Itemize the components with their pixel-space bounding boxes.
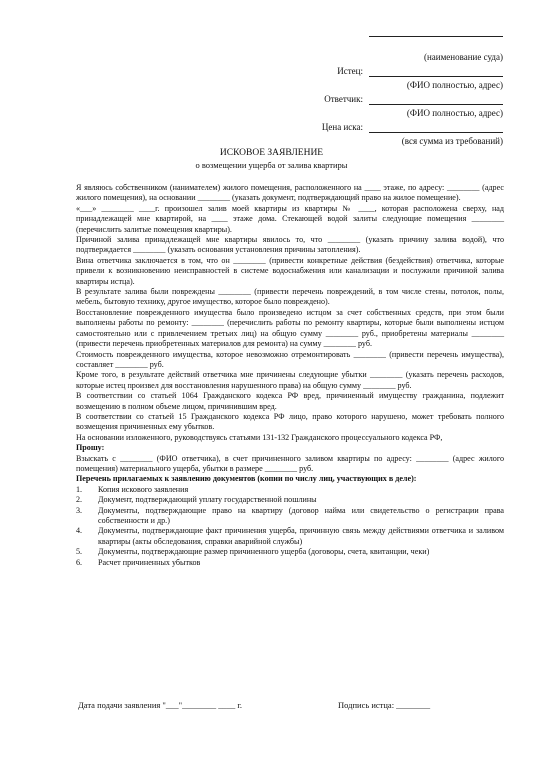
defendant-line — [369, 104, 503, 105]
document-title: ИСКОВОЕ ЗАЯВЛЕНИЕ — [219, 148, 324, 158]
filing-date: Дата подачи заявления "___"________ ____ г. — [78, 700, 243, 710]
plaintiff-signature: Подпись истца: ________ — [338, 700, 431, 710]
paragraph-11: На основании изложенного, руководствуясь статьями 131-132 Гражданского процессуального кодекса РФ, — [76, 432, 443, 442]
price-hint: (вся сумма из требований) — [401, 136, 503, 146]
paragraph-2: «___» ________ ____г. произошел залив моей квартиры из квартиры № ____, которая расположена сверху, над принадлежащей мне квартирой, на ____ этаже дома. Стекающей водой залиты следующие помещения ________ (перечислить залитые помещения квартиры). — [76, 203, 504, 234]
plaintiff-label: Истец: — [337, 66, 363, 76]
defendant-label: Ответчик: — [324, 94, 363, 104]
paragraph-9: В соответствии со статьей 1064 Гражданского кодекса РФ вред, причиненный имуществу гражданина, подлежит возмещению в полном объеме лицом, причинившим вред. — [76, 391, 504, 411]
list-item: 2. Документ, подтверждающий уплату государственной пошлины — [76, 495, 317, 505]
plaintiff-hint: (ФИО полностью, адрес) — [406, 80, 503, 90]
list-item: 1. Копия искового заявления — [76, 484, 189, 494]
header-block — [313, 38, 503, 150]
list-item: 3. Документы, подтверждающие право на квартиру (договор найма или свидетельство о регистрации права собственности и др.) — [76, 505, 504, 525]
paragraph-10: В соответствии со статьей 15 Гражданского кодекса РФ лицо, право которого нарушено, может требовать полного возмещения причиненных ему убытков. — [76, 411, 504, 432]
attachments-list — [76, 485, 504, 568]
request-heading: Прошу: — [76, 443, 105, 453]
paragraph-1: Я являюсь собственником (нанимателем) жилого помещения, расположенного на ____ этаже, по адресу: ________ (адрес жилого помещения), на основании ________ (указать документ, подтверждающий право на жилое помещение). — [76, 183, 504, 203]
paragraph-7: Стоимость поврежденного имущества, которое невозможно отремонтировать ________ (привести перечень имущества), составляет ________ руб. — [76, 349, 504, 369]
paragraph-5: В результате залива были повреждены ________ (привести перечень повреждений, в том числе стены, потолок, полы, мебель, бытовую технику, другое имущество, которое было повреждено). — [76, 287, 504, 307]
list-item: 6. Расчет причиненных убытков — [76, 557, 201, 567]
defendant-hint: (ФИО полностью, адрес) — [406, 108, 503, 118]
paragraph-4: Вина ответчика заключается в том, что он ________ (привести конкретные действия (бездействия) ответчика, которые привели к возникновению неисправностей в системе водоснабжения или канализации и послужили причиной залива квартиры истца). — [76, 255, 504, 286]
list-item: 4. Документы, подтверждающие факт причинения ущерба, причинную связь между действиями ответчика и заливом квартиры (акты обследования, справки аварийной службы) — [76, 526, 504, 546]
list-item: 5. Документы, подтверждающие размер причиненного ущерба (договоры, счета, квитанции, чеки) — [76, 547, 430, 557]
court-line — [369, 36, 503, 37]
attachments-heading: Перечень прилагаемых к заявлению документов (копии по числу лиц, участвующих в деле): — [76, 474, 417, 484]
document-subtitle: о возмещении ущерба от залива квартиры — [195, 160, 348, 170]
price-line — [369, 132, 503, 133]
paragraph-3: Причиной залива принадлежащей мне квартиры явилось то, что ________ (указать причину залива водой), что подтверждается ________ (указать основания установления причины затопления). — [76, 235, 504, 255]
paragraph-6: Восстановление поврежденного имущества было произведено истцом за счет собственных средств, при этом были выполнены работы по ремонту: ________ (перечислить работы по ремонту квартиры, которые были выполнены истцом самостоятельно или с привлечением третьих лиц) на общую сумму ________ руб., приобретены материалы ________ (привести перечень приобретенных материалов для ремонта) на сумму ________ руб. — [76, 307, 504, 349]
paragraph-12: Взыскать с ________ (ФИО ответчика), в счет причиненного заливом квартиры по адресу: ________ (адрес жилого помещения) материального ущерба, убытки в размере ________ руб. — [76, 453, 504, 473]
plaintiff-line — [369, 76, 503, 77]
court-hint: (наименование суда) — [423, 52, 503, 62]
paragraph-8: Кроме того, в результате действий ответчика мне причинены следующие убытки ________ (указать перечень расходов, которые истец произвел для восстановления нарушенного права) на общую сумму ________ руб. — [76, 370, 504, 390]
price-label: Цена иска: — [321, 122, 363, 132]
document-body — [76, 183, 504, 568]
